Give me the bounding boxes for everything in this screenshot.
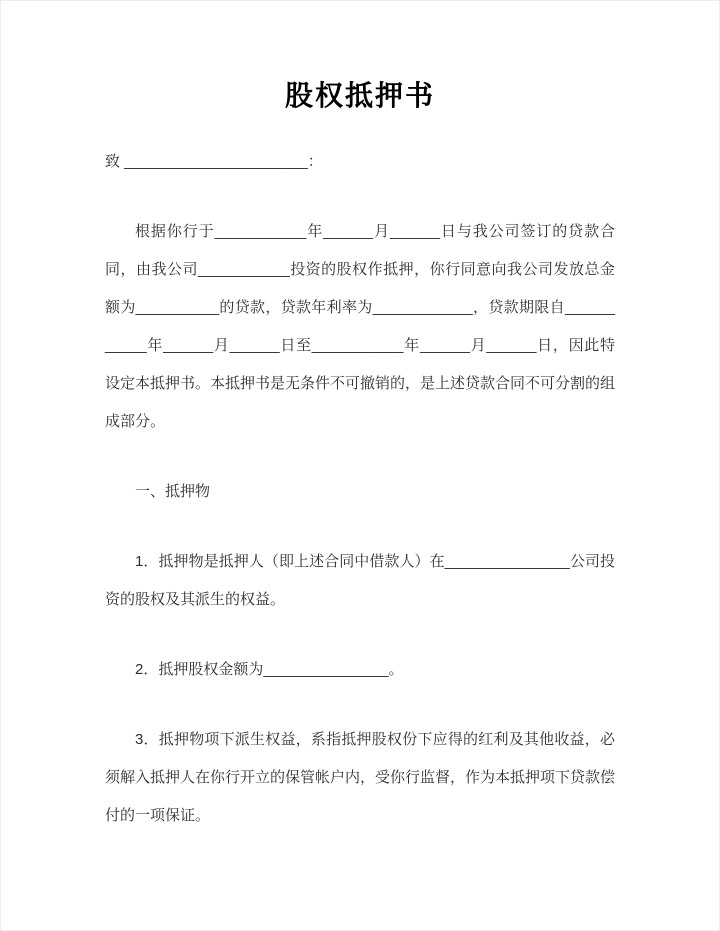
salutation-line: 致 ______________________： bbox=[105, 153, 323, 170]
document-content bbox=[1, 75, 719, 835]
clause-3: 3．抵押物项下派生权益，系指抵押股权份下应得的红利及其他收益，必须解入抵押人在你行开立的保管帐户内，受你行监督，作为本抵押项下贷款偿付的一项保证。 bbox=[105, 731, 616, 824]
intro-paragraph: 根据你行于___________年______月______日与我公司签订的贷款合同，由我公司___________投资的股权作抵押，你行同意向我公司发放总金额为__________的贷款，贷款年利率为____________，贷款期限自___________年______月______日至___________年______月______日，因此特设定本抵押书。本抵押书是无条件不可撤销的，是上述贷款合同不可分割的组成部分。 bbox=[105, 223, 616, 430]
clause-1: 1．抵押物是抵押人（即上述合同中借款人）在_______________公司投资的股权及其派生的权益。 bbox=[105, 553, 615, 608]
document-title: 股权抵押书 bbox=[284, 80, 435, 111]
clause-2: 2．抵押股权金额为_______________。 bbox=[135, 661, 404, 678]
section-heading-collateral: 一、抵押物 bbox=[135, 483, 211, 500]
